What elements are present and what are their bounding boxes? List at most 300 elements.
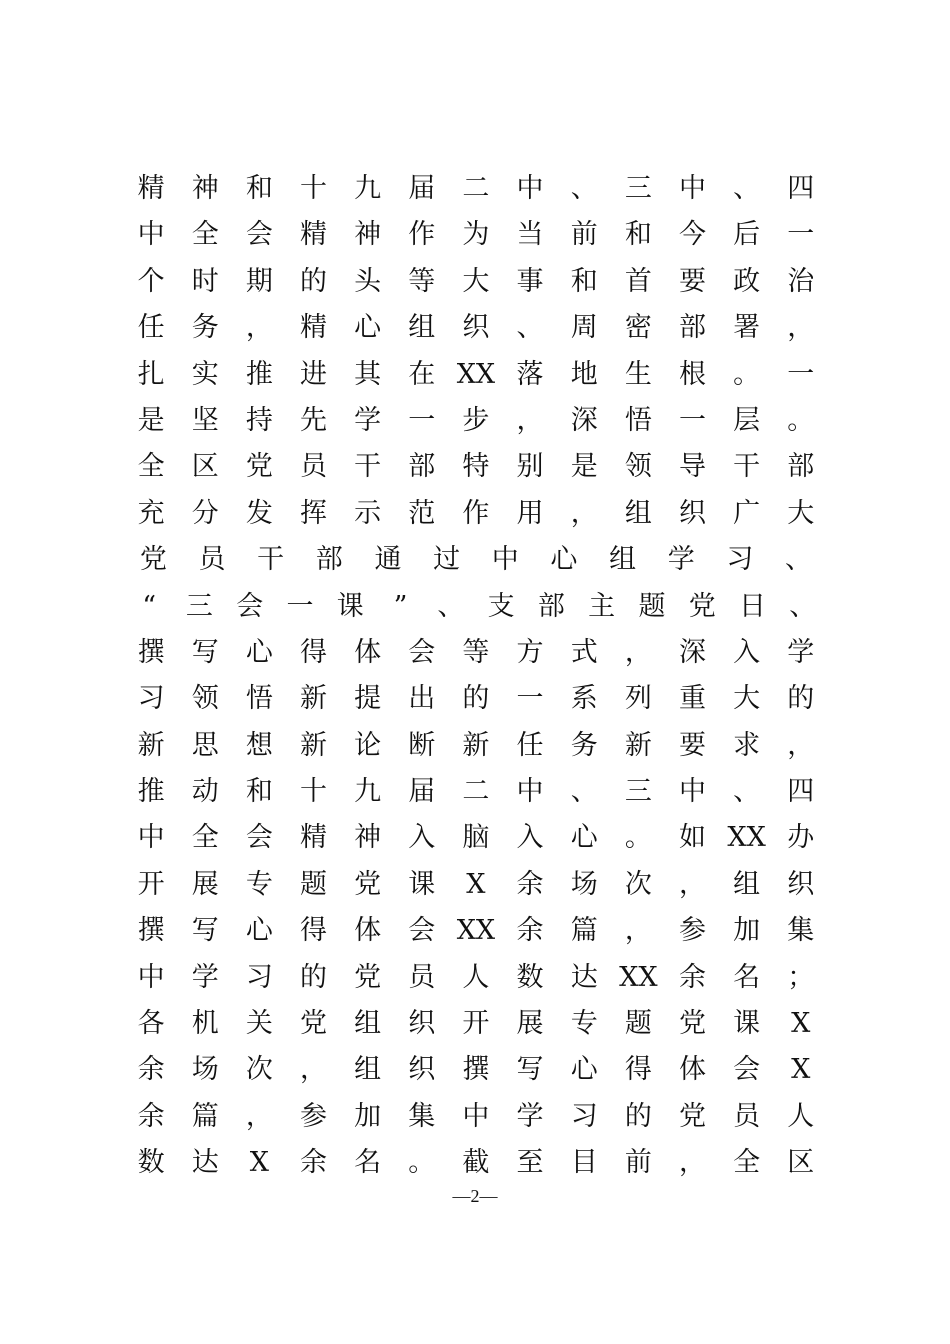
text-char: ， — [299, 1054, 327, 1086]
text-char: 。 — [733, 358, 761, 390]
text-line — [124, 1047, 844, 1093]
text-char: 加 — [354, 1100, 382, 1132]
text-char: 次 — [245, 1054, 273, 1086]
text-char: 务 — [191, 312, 219, 344]
text-line — [124, 584, 844, 630]
text-char: 届 — [408, 776, 436, 808]
text-char: 织 — [408, 1054, 436, 1086]
text-char: 场 — [191, 1054, 219, 1086]
text-char: 得 — [299, 636, 327, 668]
text-char: 数 — [516, 961, 544, 993]
text-char: 期 — [245, 265, 273, 297]
text-char: 、 — [733, 776, 761, 808]
body-text — [124, 166, 844, 1187]
text-char: 课 — [733, 1008, 761, 1040]
text-char: 学 — [191, 961, 219, 993]
text-char: 的 — [462, 683, 490, 715]
text-char: 集 — [787, 915, 815, 947]
page-number: —2— — [452, 1186, 498, 1206]
text-char: 先 — [299, 404, 327, 436]
text-char: 其 — [354, 358, 382, 390]
text-char: 党 — [139, 544, 167, 576]
text-char: 学 — [787, 636, 815, 668]
text-char: 余 — [137, 1100, 165, 1132]
text-char: 求 — [733, 729, 761, 761]
text-char: 头 — [354, 265, 382, 297]
text-char: 组 — [609, 544, 637, 576]
text-char: 人 — [787, 1100, 815, 1132]
text-char: 神 — [354, 822, 382, 854]
text-char: ， — [787, 729, 815, 761]
text-char: 和 — [570, 265, 598, 297]
text-char: 员 — [299, 451, 327, 483]
text-char: 要 — [678, 265, 706, 297]
text-char: 日 — [739, 590, 767, 622]
text-char: 达 — [570, 961, 598, 993]
text-char: 、 — [570, 173, 598, 204]
text-char: 提 — [354, 683, 382, 715]
text-char: 组 — [733, 868, 761, 900]
text-char: 党 — [354, 868, 382, 900]
text-char: 后 — [733, 219, 761, 251]
text-char: 中 — [678, 173, 706, 204]
text-char: ， — [787, 312, 815, 344]
text-char: 事 — [516, 265, 544, 297]
text-char: 余 — [137, 1054, 165, 1086]
text-char: 、 — [785, 544, 813, 576]
text-char: 作 — [408, 219, 436, 251]
text-char: 心 — [245, 636, 273, 668]
text-char: 地 — [570, 358, 598, 390]
text-char: 步 — [462, 404, 490, 436]
text-char: 的 — [624, 1100, 652, 1132]
text-line — [124, 1094, 844, 1140]
text-char: 员 — [408, 961, 436, 993]
text-char: 新 — [624, 729, 652, 761]
text-char: 展 — [191, 868, 219, 900]
text-char: 新 — [299, 683, 327, 715]
text-char: 习 — [245, 961, 273, 993]
text-char: 生 — [624, 358, 652, 390]
text-char: 专 — [245, 868, 273, 900]
text-char: 心 — [570, 1054, 598, 1086]
text-char: 精 — [137, 173, 165, 204]
text-char: 达 — [191, 1147, 219, 1179]
text-char: 名 — [354, 1147, 382, 1179]
text-char: 体 — [678, 1054, 706, 1086]
text-char: XX — [456, 358, 496, 390]
text-char: 一 — [678, 404, 706, 436]
text-line — [124, 212, 844, 258]
text-char: 组 — [354, 1008, 382, 1040]
text-char: 实 — [191, 358, 219, 390]
text-char: 一 — [408, 404, 436, 436]
text-char: 中 — [462, 1100, 490, 1132]
text-char: 关 — [245, 1008, 273, 1040]
text-char: 的 — [787, 683, 815, 715]
text-char: 全 — [191, 219, 219, 251]
text-char: 和 — [245, 173, 273, 204]
text-char: 示 — [354, 497, 382, 529]
text-char: 主 — [588, 590, 616, 622]
text-char: 各 — [137, 1008, 165, 1040]
text-line — [124, 444, 844, 490]
text-char: 撰 — [462, 1054, 490, 1086]
text-char: 区 — [191, 451, 219, 483]
text-char: 前 — [624, 1147, 652, 1179]
text-char: 党 — [678, 1008, 706, 1040]
text-char: 政 — [733, 265, 761, 297]
text-char: 当 — [516, 219, 544, 251]
text-char: 特 — [462, 451, 490, 483]
text-char: 题 — [299, 868, 327, 900]
text-char: 九 — [354, 776, 382, 808]
text-char: 中 — [137, 822, 165, 854]
text-char: 场 — [570, 868, 598, 900]
text-char: XX — [727, 822, 766, 854]
text-char: 四 — [787, 173, 815, 204]
text-line — [124, 908, 844, 954]
text-line — [124, 491, 844, 537]
text-char: 密 — [624, 312, 652, 344]
text-char: 分 — [191, 497, 219, 529]
text-char: 织 — [408, 1008, 436, 1040]
text-char: 部 — [537, 590, 565, 622]
text-char: 部 — [678, 312, 706, 344]
text-char: 是 — [137, 404, 165, 436]
text-char: 推 — [137, 776, 165, 808]
text-char: 挥 — [299, 497, 327, 529]
text-char: 。 — [624, 822, 652, 854]
text-char: “ — [142, 590, 157, 622]
text-char: 持 — [245, 404, 273, 436]
text-char: 大 — [733, 683, 761, 715]
text-char: 课 — [336, 590, 364, 622]
text-char: 得 — [624, 1054, 652, 1086]
text-char: 目 — [570, 1147, 598, 1179]
text-char: 撰 — [137, 636, 165, 668]
text-char: ， — [516, 404, 544, 436]
text-char: ， — [624, 636, 652, 668]
text-char: 学 — [354, 404, 382, 436]
text-char: ” — [393, 590, 408, 622]
text-char: ， — [245, 1100, 273, 1132]
text-char: 三 — [624, 173, 652, 204]
text-char: 得 — [299, 915, 327, 947]
text-char: 发 — [245, 497, 273, 529]
text-char: 为 — [462, 219, 490, 251]
text-char: 导 — [678, 451, 706, 483]
text-char: 和 — [624, 219, 652, 251]
text-char: 前 — [570, 219, 598, 251]
text-char: 集 — [408, 1100, 436, 1132]
text-char: 会 — [408, 915, 436, 947]
text-line — [124, 1140, 844, 1186]
text-char: 参 — [678, 915, 706, 947]
text-char: 组 — [408, 312, 436, 344]
text-char: 题 — [638, 590, 666, 622]
text-char: 系 — [570, 683, 598, 715]
text-char: 任 — [516, 729, 544, 761]
text-char: 习 — [726, 544, 754, 576]
text-char: 个 — [137, 265, 165, 297]
text-char: 截 — [462, 1147, 490, 1179]
text-char: 神 — [191, 173, 219, 204]
text-char: 中 — [516, 173, 544, 204]
text-char: 广 — [733, 497, 761, 529]
text-char: 务 — [570, 729, 598, 761]
text-char: 心 — [570, 822, 598, 854]
text-char: 办 — [787, 822, 815, 854]
text-line — [124, 537, 844, 583]
text-char: X — [791, 1008, 811, 1040]
text-char: 出 — [408, 683, 436, 715]
text-char: 二 — [462, 173, 490, 204]
text-char: 二 — [462, 776, 490, 808]
text-line — [124, 352, 844, 398]
text-char: 名 — [733, 961, 761, 993]
text-line — [124, 955, 844, 1001]
text-char: 扎 — [137, 358, 165, 390]
text-char: 推 — [245, 358, 273, 390]
text-char: 中 — [678, 776, 706, 808]
text-char: 如 — [678, 822, 706, 854]
text-char: 一 — [286, 590, 314, 622]
text-char: ， — [678, 1147, 706, 1179]
text-line — [124, 676, 844, 722]
text-char: 等 — [408, 265, 436, 297]
text-char: 部 — [408, 451, 436, 483]
text-char: 展 — [516, 1008, 544, 1040]
text-char: 。 — [408, 1147, 436, 1179]
text-char: 心 — [245, 915, 273, 947]
text-char: 治 — [787, 265, 815, 297]
text-char: 根 — [678, 358, 706, 390]
text-char: 方 — [516, 636, 544, 668]
text-char: 中 — [516, 776, 544, 808]
text-char: 坚 — [191, 404, 219, 436]
text-char: 写 — [191, 636, 219, 668]
text-char: 部 — [787, 451, 815, 483]
text-char: 新 — [462, 729, 490, 761]
text-char: 大 — [462, 265, 490, 297]
text-char: XX — [619, 961, 658, 993]
text-char: 写 — [516, 1054, 544, 1086]
text-char: 会 — [245, 219, 273, 251]
text-line — [124, 1001, 844, 1047]
text-char: 干 — [257, 544, 285, 576]
text-char: 论 — [354, 729, 382, 761]
text-char: 撰 — [137, 915, 165, 947]
text-char: 三 — [624, 776, 652, 808]
text-char: 、 — [733, 173, 761, 204]
text-char: 学 — [516, 1100, 544, 1132]
text-char: 中 — [137, 219, 165, 251]
text-line — [124, 769, 844, 815]
text-char: XX — [456, 915, 496, 947]
text-char: 写 — [191, 915, 219, 947]
text-char: 深 — [570, 404, 598, 436]
text-char: 、 — [516, 312, 544, 344]
text-char: 支 — [487, 590, 515, 622]
text-char: 别 — [516, 451, 544, 483]
text-line — [124, 723, 844, 769]
text-char: 一 — [787, 219, 815, 251]
text-char: 党 — [688, 590, 716, 622]
text-char: 和 — [245, 776, 273, 808]
text-char: 干 — [733, 451, 761, 483]
text-char: 式 — [570, 636, 598, 668]
text-char: 入 — [516, 822, 544, 854]
text-char: 中 — [137, 961, 165, 993]
text-char: 层 — [733, 404, 761, 436]
text-char: 充 — [137, 497, 165, 529]
text-char: ， — [678, 868, 706, 900]
text-char: 精 — [299, 312, 327, 344]
text-char: 周 — [570, 312, 598, 344]
text-char: 员 — [198, 544, 226, 576]
text-char: 过 — [433, 544, 461, 576]
text-char: 余 — [516, 868, 544, 900]
text-char: 织 — [462, 312, 490, 344]
text-char: 习 — [137, 683, 165, 715]
text-char: 任 — [137, 312, 165, 344]
text-char: 通 — [374, 544, 402, 576]
text-line — [124, 862, 844, 908]
text-char: 、 — [789, 590, 817, 622]
text-char: 首 — [624, 265, 652, 297]
text-char: 悟 — [245, 683, 273, 715]
text-char: 员 — [733, 1100, 761, 1132]
text-char: 届 — [408, 173, 436, 204]
text-char: 组 — [354, 1054, 382, 1086]
text-char: 次 — [624, 868, 652, 900]
text-char: 机 — [191, 1008, 219, 1040]
text-char: 神 — [354, 219, 382, 251]
text-char: 要 — [678, 729, 706, 761]
text-char: 题 — [624, 1008, 652, 1040]
text-char: 三 — [185, 590, 213, 622]
text-char: 在 — [408, 358, 436, 390]
text-char: 心 — [550, 544, 578, 576]
text-char: 会 — [236, 590, 264, 622]
text-char: ， — [624, 915, 652, 947]
text-char: 时 — [191, 265, 219, 297]
text-char: 大 — [787, 497, 815, 529]
text-char: 的 — [299, 265, 327, 297]
text-char: 中 — [491, 544, 519, 576]
text-char: 悟 — [624, 404, 652, 436]
text-char: 领 — [191, 683, 219, 715]
text-char: 余 — [299, 1147, 327, 1179]
text-char: 参 — [299, 1100, 327, 1132]
text-char: 织 — [787, 868, 815, 900]
text-char: 落 — [516, 358, 544, 390]
text-char: 会 — [733, 1054, 761, 1086]
text-char: 党 — [354, 961, 382, 993]
text-char: 专 — [570, 1008, 598, 1040]
text-char: ， — [570, 497, 598, 529]
text-char: 全 — [191, 822, 219, 854]
text-char: 心 — [354, 312, 382, 344]
text-line — [124, 166, 844, 212]
text-char: 部 — [315, 544, 343, 576]
text-char: 党 — [299, 1008, 327, 1040]
text-char: 用 — [516, 497, 544, 529]
text-char: 今 — [678, 219, 706, 251]
text-char: 体 — [354, 636, 382, 668]
text-char: 、 — [570, 776, 598, 808]
text-char: 人 — [462, 961, 490, 993]
text-char: 新 — [299, 729, 327, 761]
text-char: 进 — [299, 358, 327, 390]
text-char: 干 — [354, 451, 382, 483]
text-char: ， — [245, 312, 273, 344]
text-char: 篇 — [191, 1100, 219, 1132]
text-line — [124, 630, 844, 676]
text-char: 一 — [787, 358, 815, 390]
text-char: 织 — [678, 497, 706, 529]
text-char: 范 — [408, 497, 436, 529]
text-char: 入 — [408, 822, 436, 854]
text-char: 开 — [137, 868, 165, 900]
text-char: 会 — [408, 636, 436, 668]
text-char: 断 — [408, 729, 436, 761]
text-char: 等 — [462, 636, 490, 668]
text-line — [124, 305, 844, 351]
text-char: 党 — [678, 1100, 706, 1132]
text-char: 篇 — [570, 915, 598, 947]
text-char: 想 — [245, 729, 273, 761]
text-char: 署 — [733, 312, 761, 344]
text-char: 十 — [299, 776, 327, 808]
text-char: 一 — [516, 683, 544, 715]
text-char: 动 — [191, 776, 219, 808]
text-char: 余 — [678, 961, 706, 993]
text-char: 余 — [516, 915, 544, 947]
text-char: 课 — [408, 868, 436, 900]
text-char: 领 — [624, 451, 652, 483]
text-char: 精 — [299, 219, 327, 251]
text-line — [124, 259, 844, 305]
text-char: 组 — [624, 497, 652, 529]
text-char: 脑 — [462, 822, 490, 854]
text-char: 九 — [354, 173, 382, 204]
text-char: 思 — [191, 729, 219, 761]
text-char: 入 — [733, 636, 761, 668]
text-line — [124, 398, 844, 444]
text-char: X — [791, 1054, 811, 1086]
text-char: 。 — [787, 404, 815, 436]
text-line — [124, 815, 844, 861]
text-char: 深 — [678, 636, 706, 668]
text-char: 至 — [516, 1147, 544, 1179]
text-char: 加 — [733, 915, 761, 947]
text-char: 四 — [787, 776, 815, 808]
text-char: 区 — [787, 1147, 815, 1179]
text-char: X — [249, 1147, 269, 1179]
text-char: 是 — [570, 451, 598, 483]
text-char: 学 — [667, 544, 695, 576]
text-char: 全 — [733, 1147, 761, 1179]
text-char: 体 — [354, 915, 382, 947]
text-char: 作 — [462, 497, 490, 529]
text-char: X — [466, 868, 486, 900]
text-char: ； — [787, 961, 815, 993]
text-char: 习 — [570, 1100, 598, 1132]
text-char: 会 — [245, 822, 273, 854]
text-char: 党 — [245, 451, 273, 483]
